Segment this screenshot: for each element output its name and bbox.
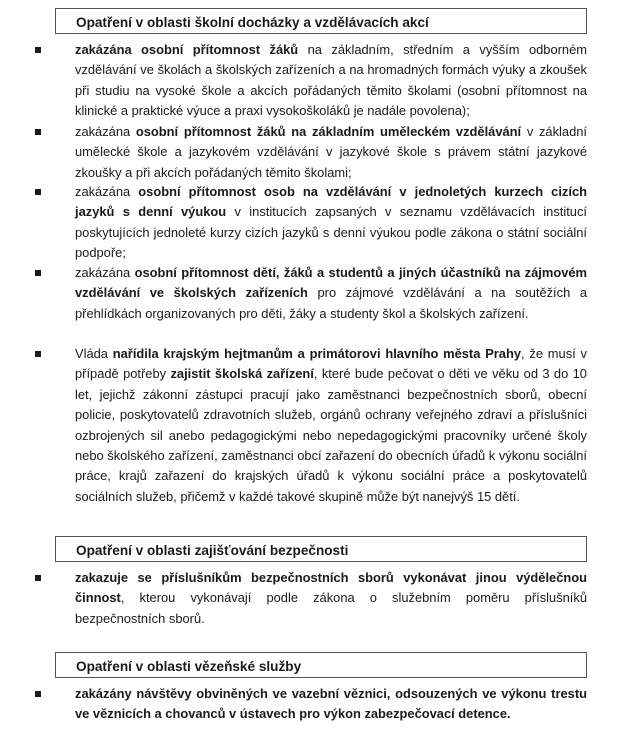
item-text [55,684,587,725]
divider [55,677,587,678]
bold-text: nařídila krajským hejtmanům a primátorovi hlavního města Prahy [112,346,522,361]
section-school [55,8,587,33]
section-title: Opatření v oblasti vězeňské služby [55,652,587,677]
text: zakázána [75,184,139,199]
section-prison [55,652,587,677]
bold-text: zakázány návštěvy obviněných ve vazební věznici, odsouzených ve výkonu trestu ve věznicích a chovanců v ústavech pro výkon zabezpečovací detence. [75,686,587,722]
item-text [55,263,587,324]
item-text [55,40,587,122]
text: , které bude pečovat o děti ve věku od 3 do 10 let, jejichž zákonní zástupci pracují jako zaměstnanci bezpečnostních sborů, obecní policie, poskytovatelů zdravotních služeb, orgánů ochrany veřejného zdraví a příslušníci ozbrojených sil anebo pedagogickými nebo nepedagogickými pracovníky určené školy nebo školského zařízení, zaměstnanci obcí zařazení do obecních úřadů k výkonu sociální práce, krajů zařazení do krajských úřadů k výkonu sociální práce a poskytovatelů sociálních služeb, přičemž v každé takové skupině může být nanejvýš 15 dětí. [75,366,587,504]
text: , kterou vykonávají podle zákona o služebním poměru příslušníků bezpečnostních sborů. [75,590,587,626]
item-text [55,568,587,629]
divider [55,33,587,34]
bullet-icon [35,575,41,581]
bullet-icon [35,351,41,357]
section-title: Opatření v oblasti zajišťování bezpečnosti [55,536,587,561]
text: , že musí v případě potřeby [75,346,587,382]
list-item [55,182,587,264]
bold-text: osobní přítomnost žáků na základním uměleckém vzdělávání [135,124,522,139]
text: v institucích zapsaných v seznamu vzdělávacích institucí poskytujících jednoleté kurzy cizích jazyků s denní výukou podle zákona o státní sociální podpoře; [75,204,587,261]
bullet-icon [35,691,41,697]
list-item [55,344,587,507]
text: Vláda [75,346,113,361]
bullet-icon [35,129,41,135]
list-item [55,263,587,324]
list-item [55,122,587,183]
bullet-icon [35,189,41,195]
text: zakázána [75,124,136,139]
text: v základní umělecké škole a jazykovém vzdělávání v jazykové škole s právem státní jazykové zkoušky a při akcích pořádaných těmito školami; [75,124,587,180]
list-item [55,40,587,122]
text: zakázána [75,265,135,280]
text: na základním, středním a vyšším odborném vzdělávání ve školách a školských zařízeních a na hromadných formách výuky a zkoušek při studiu na vysoké škole a akcích pořádaných těmito školami (osobní přítomnost na klinické a praktické výuce a praxi vysokoškoláků je nadále povolena); [75,42,587,119]
section-security [55,536,587,561]
bold-text: zakazuje se příslušníkům bezpečnostních sborů vykonávat jinou výdělečnou činnost [75,570,587,606]
text: pro zájmové vzdělávání a na soutěžích a přehlídkách organizovaných pro děti, žáky a studenty škol a školských zařízení. [75,285,587,321]
bold-text: osobní přítomnost osob na vzdělávání v jednoletých kurzech cizích jazyků s denní výukou [75,184,587,220]
bullet-icon [35,270,41,276]
list-item [55,684,587,725]
bold-text: zakázána osobní přítomnost žáků [75,42,299,57]
bullet-icon [35,47,41,53]
list-item [55,568,587,629]
item-text [55,344,587,507]
item-text [55,182,587,264]
bold-text: zajistit školská zařízení [170,366,314,382]
item-text [55,122,587,183]
bold-text: osobní přítomnost dětí, žáků a studentů a jiných účastníků na zájmovém vzdělávání ve školských zařízeních [75,265,588,301]
section-title: Opatření v oblasti školní docházky a vzdělávacích akcí [55,8,587,33]
divider [55,561,587,562]
